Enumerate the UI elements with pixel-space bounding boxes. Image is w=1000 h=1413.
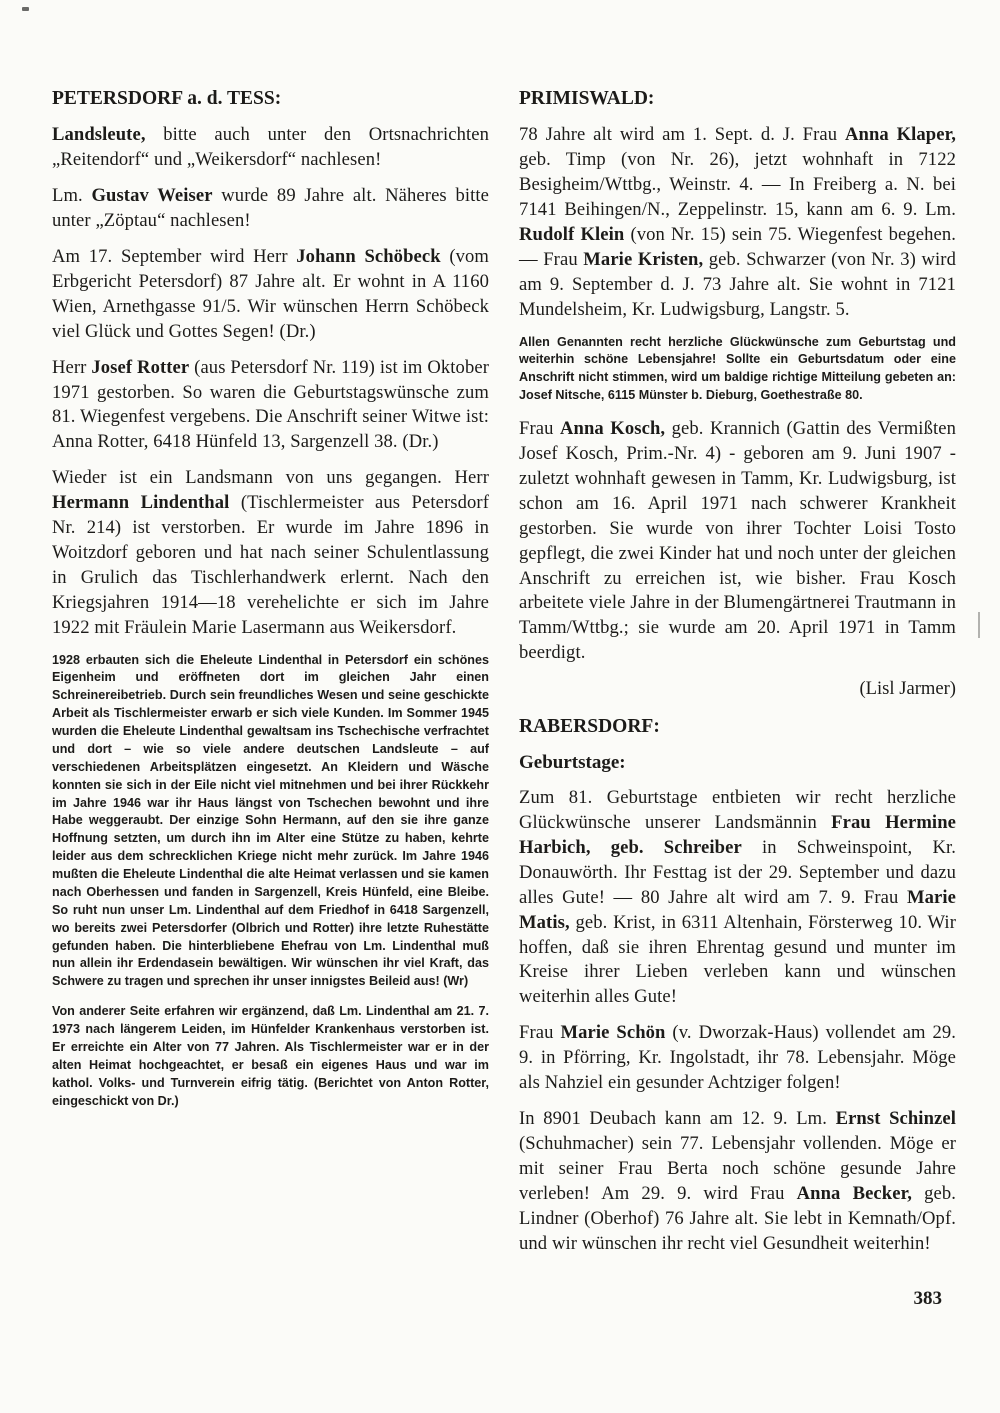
text-run: (Lisl Jarmer)	[859, 678, 956, 700]
text-run: Frau	[519, 1022, 561, 1044]
para-landsleute-hinweis	[52, 123, 489, 173]
bold-text-run: Josef Rotter	[91, 356, 190, 378]
small-primiswald-hinweis	[519, 334, 956, 406]
para-hermann-lindenthal	[52, 466, 489, 640]
text-run: wurde 89 Jahre alt. Näheres bitte unter „Zöptau“ nachlesen!	[52, 185, 489, 232]
bold-text-run: Marie Matis,	[519, 886, 956, 933]
bold-text-run: Anna Klaper,	[844, 124, 956, 146]
bold-text-run: Geburtstage:	[519, 752, 626, 774]
text-run: geb. Krannich (Gattin des Vermißten Josef Kosch, Prim.-Nr. 4) - geboren am 9. Juni 1907 - zuletzt wohnhaft gewesen in Tamm, Kr. Ludwigsburg, ist schon am 16. April 1971 nach schwerer Krankheit gestorben. Sie wurde von ihrer Tochter Loisi Tosto gepflegt, die zwei Kinder hat und noch unter der gleichen Anschrift zu erreichen ist, wie bisher. Frau Kosch arbeitete viele Jahre in der Blumengärtnerei Trautmann in Tamm/Wttbg.; sie wurde am 20. April 1971 in Tamm beerdigt.	[519, 418, 956, 664]
small-lindenthal-lebenslauf	[52, 652, 489, 992]
bold-text-run: Frau Hermine Harbich, geb. Schreiber	[519, 812, 956, 858]
bold-text-run: Marie Schön	[560, 1022, 666, 1044]
bold-text-run: Landsleute,	[52, 124, 146, 146]
text-run: Lm.	[52, 185, 92, 207]
bold-text-run: Ernst Schinzel	[835, 1107, 956, 1129]
text-run: Herr	[52, 356, 92, 378]
left-column	[52, 86, 489, 1122]
para-schinzel-becker	[519, 1107, 956, 1256]
two-column-layout	[52, 86, 956, 1267]
bold-text-run: Johann Schöbeck	[296, 245, 441, 267]
text-run: geb. Lindner (Oberhof) 76 Jahre alt. Sie lebt in Kemnath/Opf. und wir wünschen ihr recht viel Gesundheit weiterhin!	[519, 1182, 956, 1254]
text-run: (Tischlermeister aus Petersdorf Nr. 214) ist verstorben. Er wurde im Jahre 1896 in Woitzdorf geboren und hat nach seiner Schulentlassung in Grulich das Tischlerhandwerk erlernt. Nach den Kriegsjahren 1914—18 verehelichte er sich im Jahre 1922 mit Fräulein Marie Lasermann aus Weikersdorf.	[52, 492, 489, 638]
right-column	[519, 86, 956, 1267]
scan-artifact-speck	[22, 7, 29, 11]
text-run: in Schweinspoint, Kr. Donauwörth. Ihr Festtag ist der 29. September und dazu alles Gute! — 80 Jahre alt wird am 7. 9. Frau	[519, 836, 956, 908]
text-run: Zum 81. Geburtstage entbieten wir recht herzliche Glückwünsche unserer Landsmännin	[519, 787, 956, 833]
para-primiswald-geburtstage	[519, 123, 956, 322]
text-run: 78 Jahre alt wird am 1. Sept. d. J. Frau	[519, 124, 845, 146]
para-anna-kosch	[519, 417, 956, 666]
para-johann-schoebeck	[52, 245, 489, 345]
text-run: geb. Schwarzer (von Nr. 3) wird am 9. September d. J. 73 Jahre alt. Sie wohnt in 7121 Mundelsheim, Kr. Ludwigsburg, Langstr. 5.	[519, 248, 956, 320]
small-lindenthal-ergaenzung	[52, 1003, 489, 1110]
text-run: bitte auch unter den Ortsnachrichten „Reitendorf“ und „Weikersdorf“ nachlesen!	[52, 124, 489, 171]
section-heading-primiswald	[519, 86, 956, 111]
text-run: 1928 erbauten sich die Eheleute Lindenthal in Petersdorf ein schönes Eigenheim und eröffneten dort im gleichen Jahr einen Schreinereibetrieb. Durch sein freundliches Wesen und seine geschickte Arbeit als Tischlermeister erwarb er sich viele Kunden. Im Sommer 1945 wurden die Eheleute Lindenthal gewaltsam ins Tschechische verfrachtet und dort – wie so viele andere deutschen Landsleute – auf verschiedenen Arbeitsplätzen eingesetzt. An Kleidern und Wäsche konnten sie sich in der Eile nicht viel mitnehmen und bei ihrer Rückkehr im Jahre 1946 war ihr Haus längst von Tschechen bewohnt und ihre Habe weggeraubt. Der einzige Sohn Hermann, auf den sie ihre ganze Hoffnung setzten, um durch ihn im Alter eine Stütze zu haben, kehrte leider aus dem schrecklichen Kriege nicht mehr zurück. Im Jahre 1946 mußten die Eheleute Lindenthal die alte Heimat verlassen und sie kamen nach Oberhessen und fanden in Sargenzell, Kreis Hünfeld, eine Bleibe. So ruht nun unser Lm. Lindenthal auf dem Friedhof in 6418 Sargenzell, wo bereits zwei Petersdorfer (Olbrich und Rotter) ihre letzte Ruhestätte gefunden haben. Die hinterbliebene Ehefrau von Lm. Lindenthal muß nun allein ihr Erdendasein bewältigen. Wir wünschen ihr viel Kraft, das Schwere zu tragen und sprechen ihr unser innigstes Beileid aus! (Wr)	[52, 652, 489, 989]
scan-artifact-edge-mark	[978, 612, 980, 638]
text-run: (von Nr. 15) sein 75. Wiegenfest begehen. — Frau	[519, 223, 956, 270]
text-run: geb. Timp (von Nr. 26), jetzt wohnhaft in 7122 Besigheim/Wttbg., Weinstr. 4. — In Freiberg a. N. bei 7141 Beihingen/N., Zeppelinstr. 15, kann am 6. 9. Lm.	[519, 149, 956, 221]
bold-text-run: RABERSDORF:	[519, 716, 660, 738]
bold-text-run: PETERSDORF a. d. TESS:	[52, 88, 282, 109]
text-run: (vom Erbgericht Petersdorf) 87 Jahre alt. Er wohnt in A 1160 Wien, Arnethgasse 91/5. Wir wünschen Herrn Schöbeck viel Glück und Gottes Segen! (Dr.)	[52, 245, 489, 342]
page-number: 383	[913, 1288, 942, 1309]
text-run: In 8901 Deubach kann am 12. 9. Lm.	[519, 1107, 836, 1129]
text-run: Wieder ist ein Landsmann von uns gegangen. Herr	[52, 467, 489, 489]
section-heading-petersdorf	[52, 86, 489, 111]
para-gustav-weiser	[52, 184, 489, 234]
section-heading-rabersdorf	[519, 714, 956, 739]
bold-text-run: Rudolf Klein	[519, 223, 625, 245]
text-run: Frau	[519, 418, 560, 440]
para-harbich-matis	[519, 786, 956, 1010]
text-run: Von anderer Seite erfahren wir ergänzend, daß Lm. Lindenthal am 21. 7. 1973 nach längerem Leiden, im Hünfelder Krankenhaus verstorben ist. Er erreichte ein Alter von 77 Jahren. Als Tischlermeister war er in der alten Heimat hochgeachtet, er besaß ein eigenes Haus und war im kathol. Volks- und Turnverein eifrig tätig. (Berichtet von Anton Rotter, eingeschickt von Dr.)	[52, 1004, 489, 1108]
text-run: geb. Krist, in 6311 Altenhain, Försterweg 10. Wir hoffen, daß sie ihren Ehrentag gesund und munter im Kreise ihrer Lieben verleben kann und wünschen weiterhin alles Gute!	[519, 911, 956, 1008]
bold-text-run: PRIMISWALD:	[519, 88, 655, 109]
para-josef-rotter	[52, 356, 489, 456]
text-run: (Schuhmacher) sein 77. Lebensjahr vollenden. Möge er mit seiner Frau Berta noch schöne gesunde Jahre verleben! Am 29. 9. wird Frau	[519, 1132, 956, 1204]
bold-text-run: Gustav Weiser	[91, 185, 213, 207]
bold-text-run: Anna Becker,	[796, 1182, 912, 1204]
bold-text-run: Marie Kristen,	[583, 248, 704, 270]
bold-text-run: Hermann Lindenthal	[52, 492, 230, 514]
para-marie-schoen	[519, 1021, 956, 1096]
text-run: Am 17. September wird Herr	[52, 245, 297, 267]
text-run: (aus Petersdorf Nr. 119) ist im Oktober 1971 gestorben. So waren die Geburtstagswünsche zum 81. Wiegenfest vergebens. Die Anschrift seiner Witwe ist: Anna Rotter, 6418 Hünfeld 13, Sargenzell 38. (Dr.)	[52, 356, 489, 453]
bold-text-run: Anna Kosch,	[559, 418, 666, 440]
subheading-geburtstage	[519, 751, 956, 776]
text-run: (v. Dworzak-Haus) vollendet am 29. 9. in Pförring, Kr. Ingolstadt, ihr 78. Lebensjahr. Möge als Nahziel ein gesunder Achtziger folgen!	[519, 1022, 956, 1094]
signature-lisl-jarmer	[519, 677, 956, 702]
text-run: Allen Genannten recht herzliche Glückwünsche zum Geburtstag und weiterhin schöne Lebensjahre! Sollte ein Geburtsdatum oder eine Anschrift nicht stimmen, wird um baldige richtige Mitteilung gebeten an: Josef Nitsche, 6115 Münster b. Dieburg, Goethestraße 80.	[519, 334, 956, 403]
